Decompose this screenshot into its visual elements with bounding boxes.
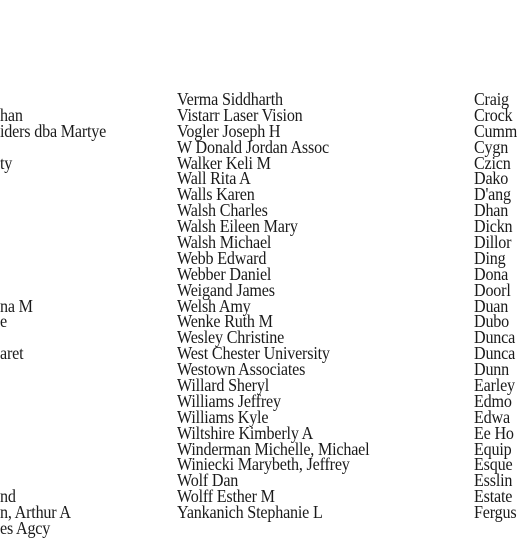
list-item: Ding (474, 247, 506, 268)
list-item: Wiltshire Kimberly A (177, 422, 314, 443)
list-item: Dona (474, 263, 509, 284)
list-item: Walsh Charles (177, 200, 268, 221)
list-item: Williams Jeffrey (177, 390, 281, 411)
list-item: Walsh Eileen Mary (177, 216, 298, 237)
list-item: Esque (474, 454, 513, 475)
list-item: Craig (474, 89, 509, 109)
list-item: Cygn (474, 136, 509, 157)
list-item: Winiecki Marybeth, Jeffrey (177, 454, 350, 475)
list-item: Czicn (474, 152, 511, 173)
list-item (0, 219, 156, 235)
list-item: West Chester University (177, 343, 330, 364)
list-item: Dickn (474, 216, 513, 237)
list-item: Webb Edward (177, 247, 267, 268)
list-item: Dhan (474, 200, 509, 221)
list-item: Doorl (474, 279, 511, 300)
list-item: ty (0, 152, 13, 173)
left-name-column (0, 92, 170, 553)
list-item (0, 187, 156, 203)
list-item (0, 378, 156, 394)
list-item: Esslin (474, 470, 513, 491)
list-item: Dunn (474, 359, 510, 380)
list-item (0, 442, 156, 458)
list-item: Verma Siddharth (177, 89, 283, 109)
list-item (0, 267, 156, 283)
list-item (0, 140, 156, 156)
list-item: Westown Associates (177, 359, 306, 380)
list-item: Edmo (474, 390, 512, 411)
list-item (0, 362, 156, 378)
list-item: Vistarr Laser Vision (177, 104, 303, 125)
list-item: Vogler Joseph H (177, 120, 281, 141)
list-item: Winderman Michelle, Michael (177, 438, 370, 459)
list-item: Weigand James (177, 279, 275, 300)
list-item: Willard Sheryl (177, 375, 270, 396)
list-item: Dako (474, 168, 509, 189)
list-item: Wolff Esther M (177, 486, 275, 507)
list-item: na M (0, 295, 33, 316)
list-item (0, 457, 156, 473)
list-item: Dubo (474, 311, 510, 332)
list-item (0, 473, 156, 489)
list-item: nd (0, 486, 16, 507)
list-item: n, Arthur A (0, 502, 71, 523)
list-item: Duan (474, 295, 509, 316)
list-item: Webber Daniel (177, 263, 272, 284)
list-item: han (0, 104, 23, 125)
list-item: W Donald Jordan Assoc (177, 136, 329, 157)
list-item: Dunca (474, 343, 516, 364)
list-item (0, 203, 156, 219)
list-item: Crock (474, 104, 513, 125)
list-item: es Agcy (0, 518, 51, 539)
list-item: Walsh Michael (177, 232, 272, 253)
list-item (0, 251, 156, 267)
list-item: aret (0, 343, 24, 364)
list-item: D'ang (474, 184, 511, 205)
list-item: Welsh Amy (177, 295, 251, 316)
list-item: Wall Rita A (177, 168, 251, 189)
list-item: Walker Keli M (177, 152, 271, 173)
right-name-column (474, 89, 517, 523)
list-item: Dillor (474, 232, 512, 253)
list-item: Cumm (474, 120, 517, 141)
list-item (0, 537, 156, 553)
list-item (0, 394, 156, 410)
list-item: Wesley Christine (177, 327, 285, 348)
list-item: Williams Kyle (177, 406, 269, 427)
list-item (0, 426, 156, 442)
list-item: Earley (474, 375, 515, 396)
list-item: Yankanich Stephanie L (177, 502, 323, 523)
list-item: Ee Ho (474, 422, 514, 443)
list-item: e (0, 311, 7, 332)
middle-name-column (177, 89, 467, 523)
list-item: Dunca (474, 327, 516, 348)
list-item: Wenke Ruth M (177, 311, 273, 332)
list-item: iders dba Martye (0, 120, 107, 141)
list-item (0, 235, 156, 251)
list-item: Wolf Dan (177, 470, 239, 491)
list-item (0, 410, 156, 426)
list-item (0, 171, 156, 187)
list-item: Estate (474, 486, 513, 507)
list-item (0, 330, 156, 346)
list-item: Edwa (474, 406, 510, 427)
list-item: Walls Karen (177, 184, 255, 205)
list-item (0, 92, 156, 108)
list-item: Fergus (474, 502, 517, 523)
list-item: Equip (474, 438, 512, 459)
